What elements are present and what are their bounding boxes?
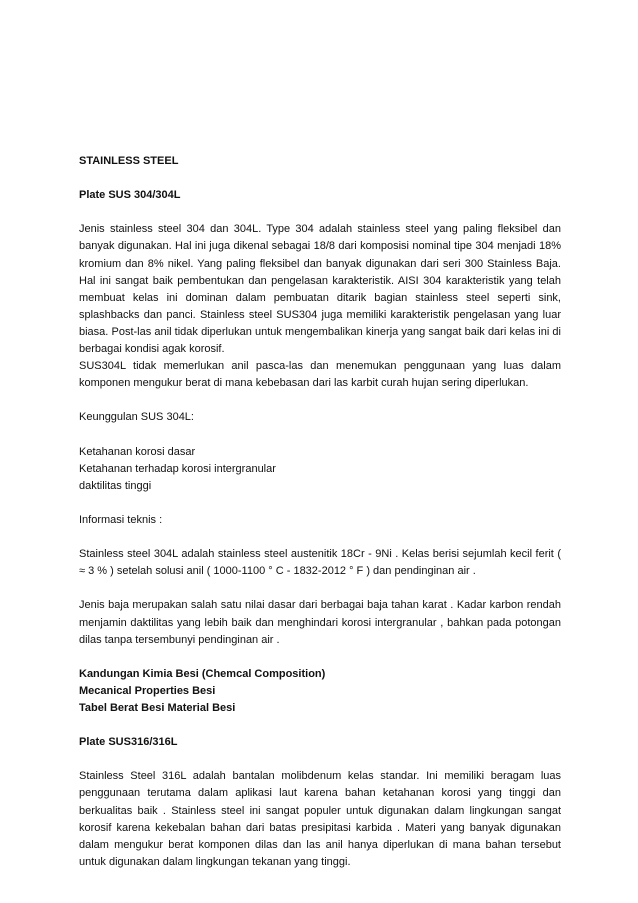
link-mechanical-properties[interactable]: Mecanical Properties Besi: [79, 684, 216, 697]
technical-paragraph-composition: Stainless steel 304L adalah stainless steel austenitik 18Cr - 9Ni . Kelas berisi sejumlah kecil ferit ( ≈ 3 % ) setelah solusi anil ( 1000-1100 ° C - 1832-2012 ° F ) dan pendinginan air .: [79, 548, 561, 578]
technical-info-title: Informasi teknis :: [79, 513, 163, 526]
section-title-sus304: Plate SUS 304/304L: [79, 189, 181, 202]
advantage-item: daktilitas tinggi: [79, 479, 152, 492]
advantage-item: Ketahanan korosi dasar: [79, 445, 196, 458]
technical-paragraph-carbon: Jenis baja merupakan salah satu nilai dasar dari berbagai baja tahan karat . Kadar karbon rendah menjamin daktilitas yang lebih baik dan menghindari korosi intergranular , bahkan pada potongan dilas tanpa tersembunyi pendinginan air .: [79, 599, 561, 646]
link-chemical-composition[interactable]: Kandungan Kimia Besi (Chemcal Composition): [79, 667, 326, 680]
advantages-list: [79, 444, 561, 495]
paragraph-sus316: Stainless Steel 316L adalah bantalan molibdenum kelas standar. Ini memiliki beragam luas penggunaan terutama dalam aplikasi laut karena bahan ketahanan korosi yang tinggi dan berkualitas baik . Stainless steel ini sangat populer untuk digunakan dalam lingkungan sangat korosif karena kekebalan bahan dari batas presipitasi karbida . Materi yang banyak digunakan dalam mengukur berat komponen dilas dan las anil hanya diperlukan di mana bahan tersebut untuk digunakan dalam lingkungan tekanan yang tinggi.: [79, 770, 561, 868]
related-links: [79, 666, 561, 717]
advantage-item: Ketahanan terhadap korosi intergranular: [79, 462, 276, 475]
section-title-sus316: Plate SUS316/316L: [79, 736, 178, 749]
paragraph-sus304-intro: Jenis stainless steel 304 dan 304L. Type 304 adalah stainless steel yang paling fleksibel dan banyak digunakan. Hal ini juga dikenal sebagai 18/8 dari komposisi nominal tipe 304 menjadi 18% kromium dan 8% nikel. Yang paling fleksibel dan banyak digunakan dari seri 300 Stainless Baja. Hal ini sangat baik pembentukan dan pengelasan karakteristik. AISI 304 karakteristik yang telah membuat kelas ini dominan dalam pembuatan ditarik bagian stainless steel seperti sink, splashbacks dan panci. Stainless steel SUS304 juga memiliki karakteristik pengelasan yang luar biasa. Post-las anil tidak diperlukan untuk mengembalikan kinerja yang sangat baik dari kelas ini di berbagai kondisi agak korosif.: [79, 223, 561, 356]
advantages-title: Keunggulan SUS 304L:: [79, 411, 194, 424]
paragraph-sus304l: SUS304L tidak memerlukan anil pasca-las dan menemukan penggunaan yang luas dalam komponen mengukur berat di mana kebebasan dari las karbit curah hujan sering diperlukan.: [79, 360, 561, 390]
document-page: [79, 153, 561, 888]
document-heading: STAINLESS STEEL: [79, 155, 179, 167]
link-weight-table[interactable]: Tabel Berat Besi Material Besi: [79, 702, 236, 714]
section-body-sus304: [79, 221, 561, 392]
